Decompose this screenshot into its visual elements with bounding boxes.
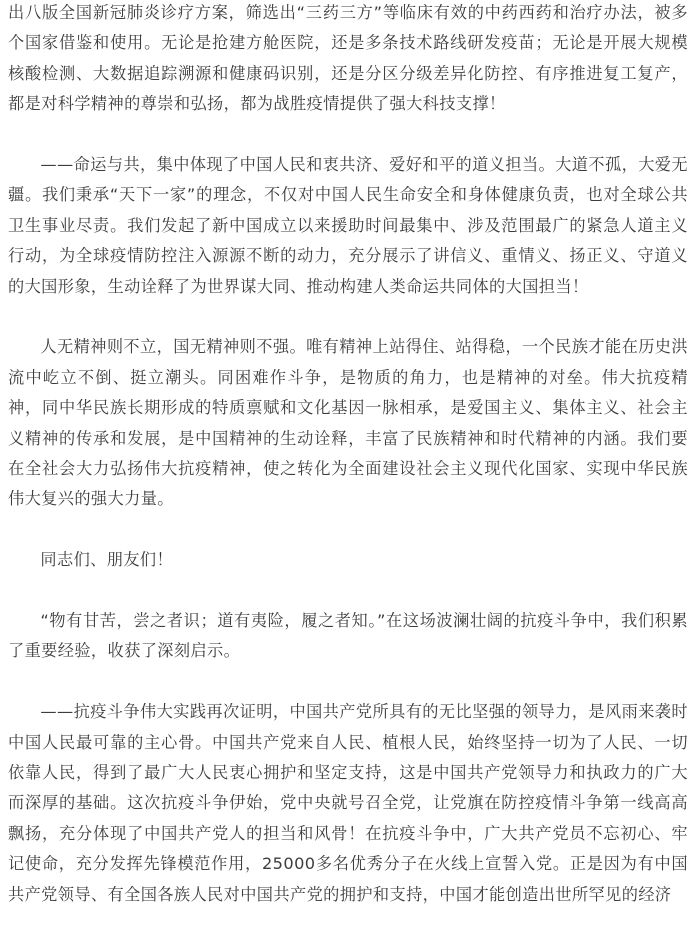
- paragraph-greeting: 同志们、朋友们！: [40, 550, 174, 570]
- paragraph-shared-destiny: ——命运与共，集中体现了中国人民和衷共济、爱好和平的道义担当。大道不孤，大爱无疆。我们秉承“天下一家”的理念，不仅对中国人民生命安全和身体健康负责，也对全球公共卫生事业尽责。我们发起了新中国成立以来援助时间最集中、涉及范围最广的紧急人道主义行动，为全球疫情防控注入源源不断的动力，充分展示了讲信义、重情义、扬正义、守道义的大国形象，生动诠释了为世界谋大同、推动构建人类命运共同体的大国担当！: [8, 155, 688, 296]
- article-body: [8, 0, 688, 941]
- paragraph-science-support: 出八版全国新冠肺炎诊疗方案，筛选出“三药三方”等临床有效的中药西药和治疗办法，被多个国家借鉴和使用。无论是抢建方舱医院，还是多条技术路线研发疫苗；无论是开展大规模核酸检测、大数据追踪溯源和健康码识别，还是分区分级差异化防控、有序推进复工复产，都是对科学精神的尊崇和弘扬，都为战胜疫情提供了强大科技支撑！: [8, 3, 688, 114]
- paragraph-party-leadership: ——抗疫斗争伟大实践再次证明，中国共产党所具有的无比坚强的领导力，是风雨来袭时中国人民最可靠的主心骨。中国共产党来自人民、植根人民，始终坚持一切为了人民、一切依靠人民，得到了最广大人民衷心拥护和坚定支持，这是中国共产党领导力和执政力的广大而深厚的基础。这次抗疫斗争伊始，党中央就号召全党，让党旗在防控疫情斗争第一线高高飘扬，充分体现了中国共产党人的担当和风骨！在抗疫斗争中，广大共产党员不忘初心、牢记使命，充分发挥先锋模范作用，25000多名优秀分子在火线上宣誓入党。正是因为有中国共产党领导、有全国各族人民对中国共产党的拥护和支持，中国才能创造出世所罕见的经济: [8, 702, 688, 904]
- paragraph-experience: “物有甘苦，尝之者识；道有夷险，履之者知。”在这场波澜壮阔的抗疫斗争中，我们积累了重要经验，收获了深刻启示。: [8, 611, 688, 661]
- paragraph-national-spirit: 人无精神则不立，国无精神则不强。唯有精神上站得住、站得稳，一个民族才能在历史洪流中屹立不倒、挺立潮头。同困难作斗争，是物质的角力，也是精神的对垒。伟大抗疫精神，同中华民族长期形成的特质禀赋和文化基因一脉相承，是爱国主义、集体主义、社会主义精神的传承和发展，是中国精神的生动诠释，丰富了民族精神和时代精神的内涵。我们要在全社会大力弘扬伟大抗疫精神，使之转化为全面建设社会主义现代化国家、实现中华民族伟大复兴的强大力量。: [8, 337, 688, 509]
